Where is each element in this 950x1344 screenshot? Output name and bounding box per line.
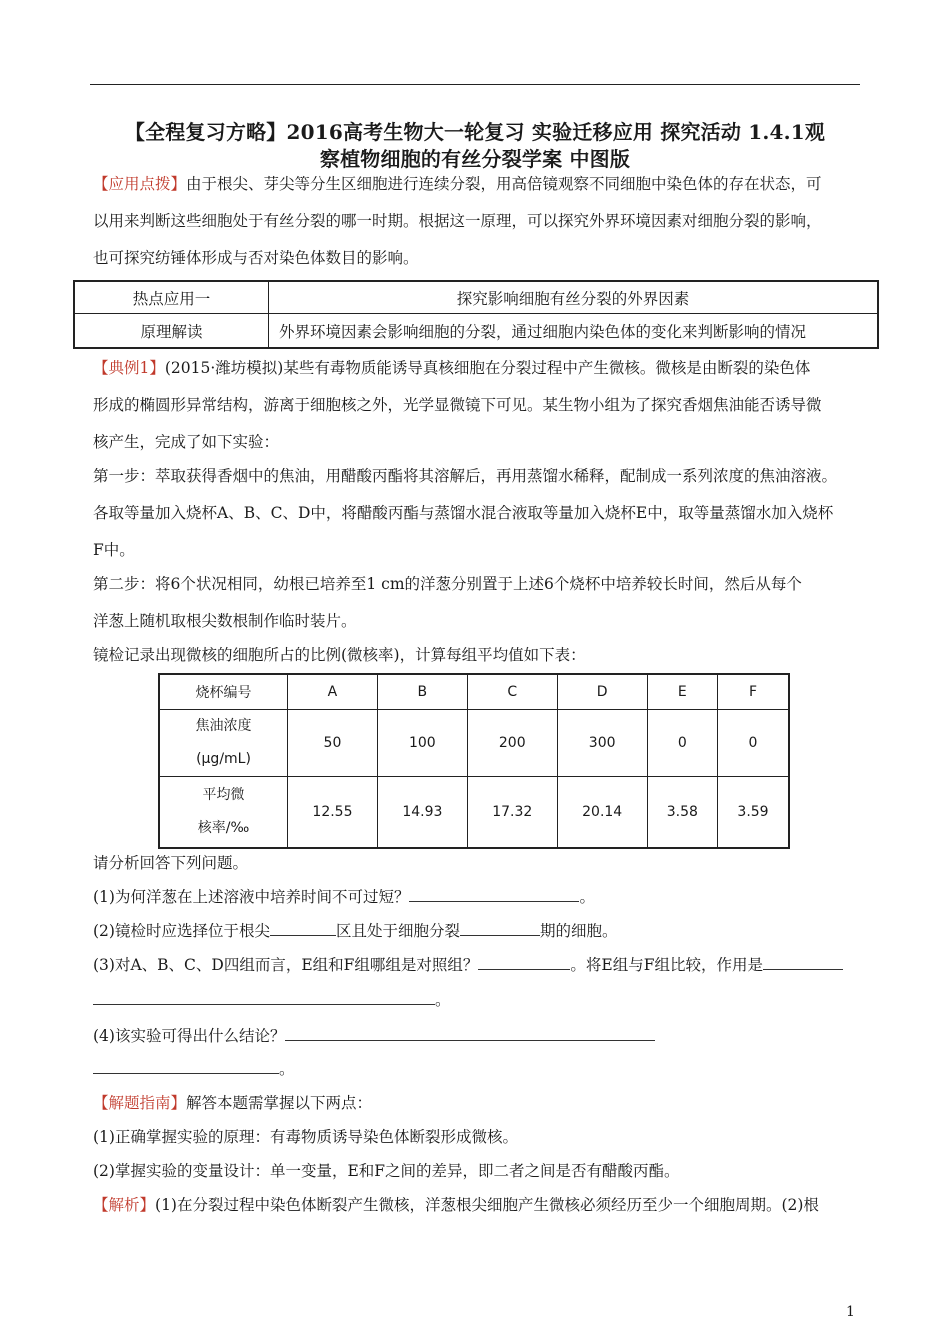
example-line-1: 【典例1】(2015·潍坊模拟)某些有毒物质能诱导真核细胞在分裂过程中产生微核。微核是由断裂的染色体 <box>93 359 811 377</box>
question-4: (4)该实验可得出什么结论？ <box>93 1026 865 1046</box>
questions-prompt: 请分析回答下列问题。 <box>93 854 249 872</box>
concentration-cell: 300 <box>557 709 647 776</box>
step1-line-3: F中。 <box>93 541 135 559</box>
hot-table-value-2: 外界环境因素会影响细胞的分裂，通过细胞内染色体的变化来判断影响的情况 <box>269 314 879 349</box>
step2-line-2: 洋葱上随机取根尖数根制作临时装片。 <box>93 612 357 630</box>
hot-table-value-1: 探究影响细胞有丝分裂的外界因素 <box>269 281 879 314</box>
beaker-cell: C <box>467 674 557 709</box>
analysis-line: 【解析】(1)在分裂过程中染色体断裂产生微核，洋葱根尖细胞产生微核必须经历至少一个细胞周期。(2)根 <box>93 1196 819 1214</box>
hot-point-table <box>73 280 879 349</box>
header-label-cell: 烧杯编号 <box>159 674 288 709</box>
concentration-label-cell: 焦油浓度 (μg/mL) <box>159 709 288 776</box>
beaker-cell: A <box>288 674 378 709</box>
table-row <box>159 674 789 709</box>
intro-line-1: 【应用点拨】由于根尖、芽尖等分生区细胞进行连续分裂，用高倍镜观察不同细胞中染色体的存在状态，可 <box>93 175 822 193</box>
guide-point-1: (1)正确掌握实验的原理：有毒物质诱导染色体断裂形成微核。 <box>93 1128 518 1146</box>
rate-cell: 3.58 <box>647 776 717 848</box>
answer-blank-4b <box>93 1059 279 1074</box>
rate-label-cell: 平均微 核率/‰ <box>159 776 288 848</box>
question-2: (2)镜检时应选择位于根尖 区且处于细胞分裂 期的细胞。 <box>93 922 618 940</box>
guide-tag: 【解题指南】 <box>93 1094 187 1112</box>
page-number: 1 <box>846 1304 855 1320</box>
concentration-cell: 0 <box>647 709 717 776</box>
question-3-continued: 。 <box>93 990 865 1010</box>
question-4-continued: 。 <box>93 1059 865 1079</box>
document-title <box>88 119 862 173</box>
beaker-cell: B <box>377 674 467 709</box>
rate-cell: 12.55 <box>288 776 378 848</box>
record-line: 镜检记录出现微核的细胞所占的比例(微核率)，计算每组平均值如下表： <box>93 646 586 664</box>
intro-line-3: 也可探究纺锤体形成与否对染色体数目的影响。 <box>93 249 419 267</box>
concentration-cell: 100 <box>377 709 467 776</box>
step1-line-1: 第一步：萃取获得香烟中的焦油，用醋酸丙酯将其溶解后，再用蒸馏水稀释，配制成一系列浓度的焦油溶液。 <box>93 467 838 485</box>
beaker-cell: D <box>557 674 647 709</box>
concentration-cell: 50 <box>288 709 378 776</box>
rate-cell: 14.93 <box>377 776 467 848</box>
answer-blank-3a <box>478 955 570 970</box>
beaker-cell: E <box>647 674 717 709</box>
answer-blank-4a <box>285 1026 655 1041</box>
header-rule <box>90 84 860 85</box>
rate-cell: 3.59 <box>718 776 790 848</box>
answer-blank-3b <box>763 955 843 970</box>
rate-cell: 17.32 <box>467 776 557 848</box>
step2-line-1: 第二步：将6个状况相同，幼根已培养至1 cm的洋葱分别置于上述6个烧杯中培养较长时间，然后从每个 <box>93 575 802 593</box>
hot-table-label-2: 原理解读 <box>74 314 269 349</box>
answer-blank-3c <box>93 990 435 1005</box>
table-row <box>159 709 789 776</box>
question-1: (1)为何洋葱在上述溶液中培养时间不可过短？ 。 <box>93 888 595 906</box>
concentration-cell: 0 <box>718 709 790 776</box>
intro-line-2: 以用来判断这些细胞处于有丝分裂的哪一时期。根据这一原理，可以探究外界环境因素对细胞分裂的影响， <box>93 212 822 230</box>
answer-blank-2b <box>460 921 540 936</box>
step1-line-2: 各取等量加入烧杯A、B、C、D中，将醋酸丙酯与蒸馏水混合液取等量加入烧杯E中，取等量蒸馏水加入烧杯 <box>93 504 834 522</box>
example-line-2: 形成的椭圆形异常结构，游离于细胞核之外，光学显微镜下可见。某生物小组为了探究香烟焦油能否诱导微 <box>93 396 822 414</box>
intro-tag: 【应用点拨】 <box>93 175 187 193</box>
guide-point-2: (2)掌握实验的变量设计：单一变量，E和F之间的差异，即二者之间是否有醋酸丙酯。 <box>93 1162 680 1180</box>
analysis-tag: 【解析】 <box>93 1196 156 1214</box>
concentration-cell: 200 <box>467 709 557 776</box>
title-line-1: 【全程复习方略】2016高考生物大一轮复习 实验迁移应用 探究活动 1.4.1观 <box>124 120 826 144</box>
question-3: (3)对A、B、C、D四组而言，E组和F组哪组是对照组？ 。将E组与F组比较，作用是 <box>93 955 865 975</box>
rate-cell: 20.14 <box>557 776 647 848</box>
answer-blank-1 <box>409 887 579 902</box>
table-row <box>159 776 789 848</box>
example-tag: 【典例1】 <box>93 359 165 377</box>
example-line-3: 核产生，完成了如下实验： <box>93 433 280 451</box>
beaker-cell: F <box>718 674 790 709</box>
answer-blank-2a <box>270 921 336 936</box>
title-line-2: 察植物细胞的有丝分裂学案 中图版 <box>319 147 631 171</box>
guide-line: 【解题指南】解答本题需掌握以下两点： <box>93 1094 373 1112</box>
micronucleus-data-table <box>158 673 790 849</box>
hot-table-label-1: 热点应用一 <box>74 281 269 314</box>
